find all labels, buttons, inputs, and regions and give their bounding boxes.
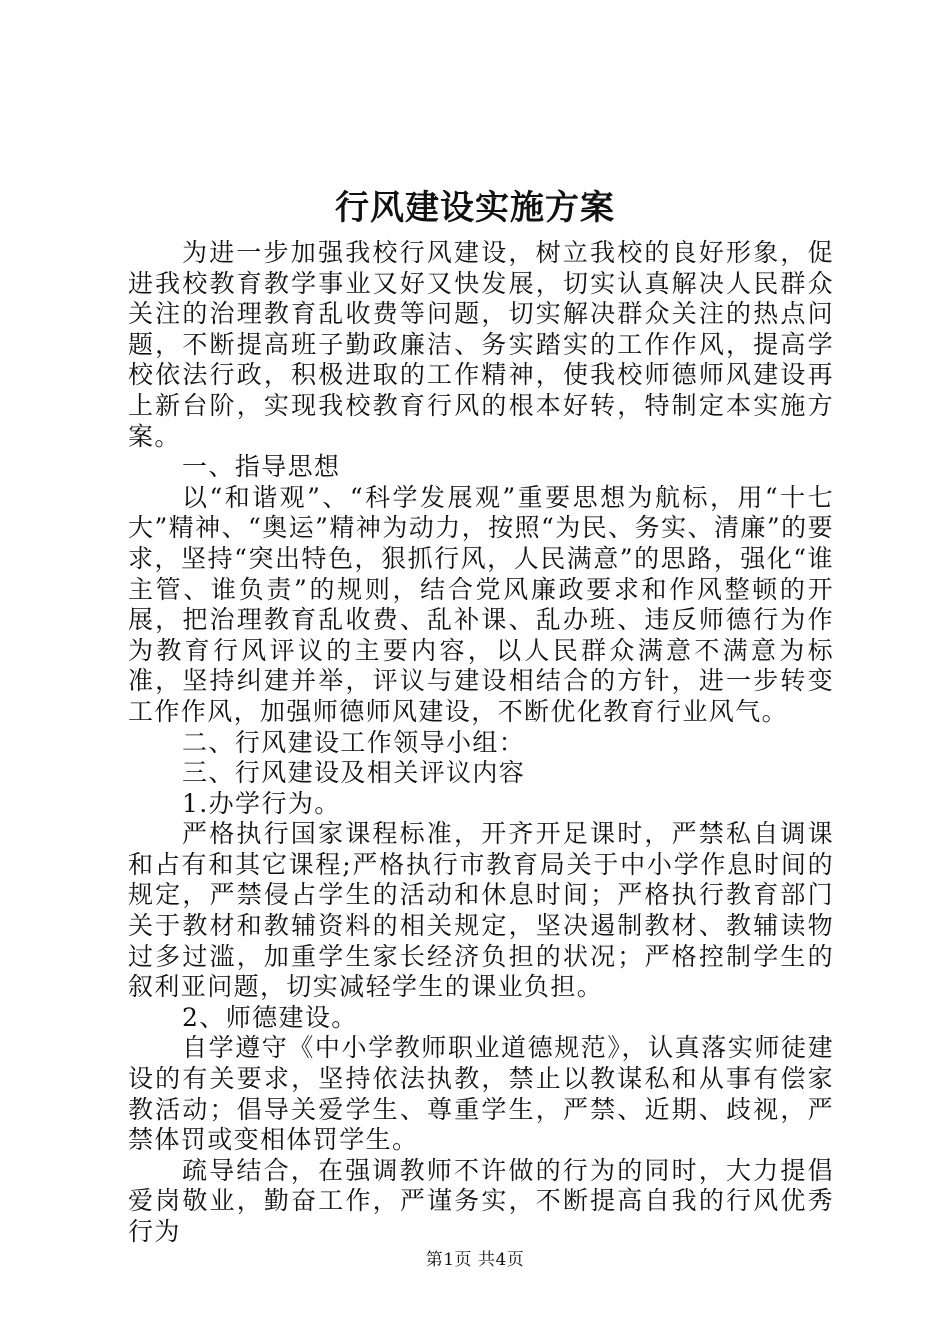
paragraph-intro: 为进一步加强我校行风建设，树立我校的良好形象，促进我校教育教学事业又好又快发展，切实认真解决人民群众关注的治理教育乱收费等问题，切实解决群众关注的热点问题，不断提高班子勤政廉洁、务实踏实的工作作风，提高学校依法行政，积极进取的工作精神，使我校师德师风建设再上新台阶，实现我校教育行风的根本好转，特制定本实施方案。 [128, 238, 834, 451]
subheading-school-conduct: 1.办学行为。 [182, 788, 341, 818]
document-body [128, 238, 834, 1248]
document-title: 行风建设实施方案 [335, 188, 615, 228]
paragraph-teacher-ethics: 自学遵守《中小学教师职业道德规范》，认真落实师徒建设的有关要求，坚持依法执教，禁止以教谋私和从事有偿家教活动；倡导关爱学生、尊重学生，严禁、近期、歧视，严禁体罚或变相体罚学生。 [128, 1033, 834, 1155]
heading-leadership-group: 二、行风建设工作领导小组： [182, 727, 526, 757]
heading-evaluation-content: 三、行风建设及相关评议内容 [182, 758, 526, 788]
heading-guiding-thought: 一、指导思想 [182, 452, 341, 482]
paragraph-guidance: 疏导结合，在强调教师不许做的行为的同时，大力提倡爱岗敬业，勤奋工作，严谨务实，不断提高自我的行风优秀行为 [128, 1155, 834, 1246]
subheading-teacher-ethics: 2、师德建设。 [182, 1002, 358, 1032]
paragraph-guiding-thought: 以“和谐观”、“科学发展观”重要思想为航标，用“十七大”精神、“奥运”精神为动力，按照“为民、务实、清廉”的要求，坚持“突出特色，狠抓行风，人民满意”的思路，强化“谁主管、谁负责”的规则，结合党风廉政要求和作风整顿的开展，把治理教育乱收费、乱补课、乱办班、违反师德行为作为教育行风评议的主要内容，以人民群众满意不满意为标准，坚持纠建并举，评议与建设相结合的方针，进一步转变工作作风，加强师德师风建设，不断优化教育行业风气。 [128, 482, 834, 726]
page-number: 第1页 共4页 [425, 1250, 525, 1270]
paragraph-school-conduct: 严格执行国家课程标准，开齐开足课时，严禁私自调课和占有和其它课程;严格执行市教育局关于中小学作息时间的规定，严禁侵占学生的活动和休息时间；严格执行教育部门关于教材和教辅资料的相关规定，坚决遏制教材、教辅读物过多过滥，加重学生家长经济负担的状况；严格控制学生的叙利亚问题，切实减轻学生的课业负担。 [128, 819, 834, 1002]
